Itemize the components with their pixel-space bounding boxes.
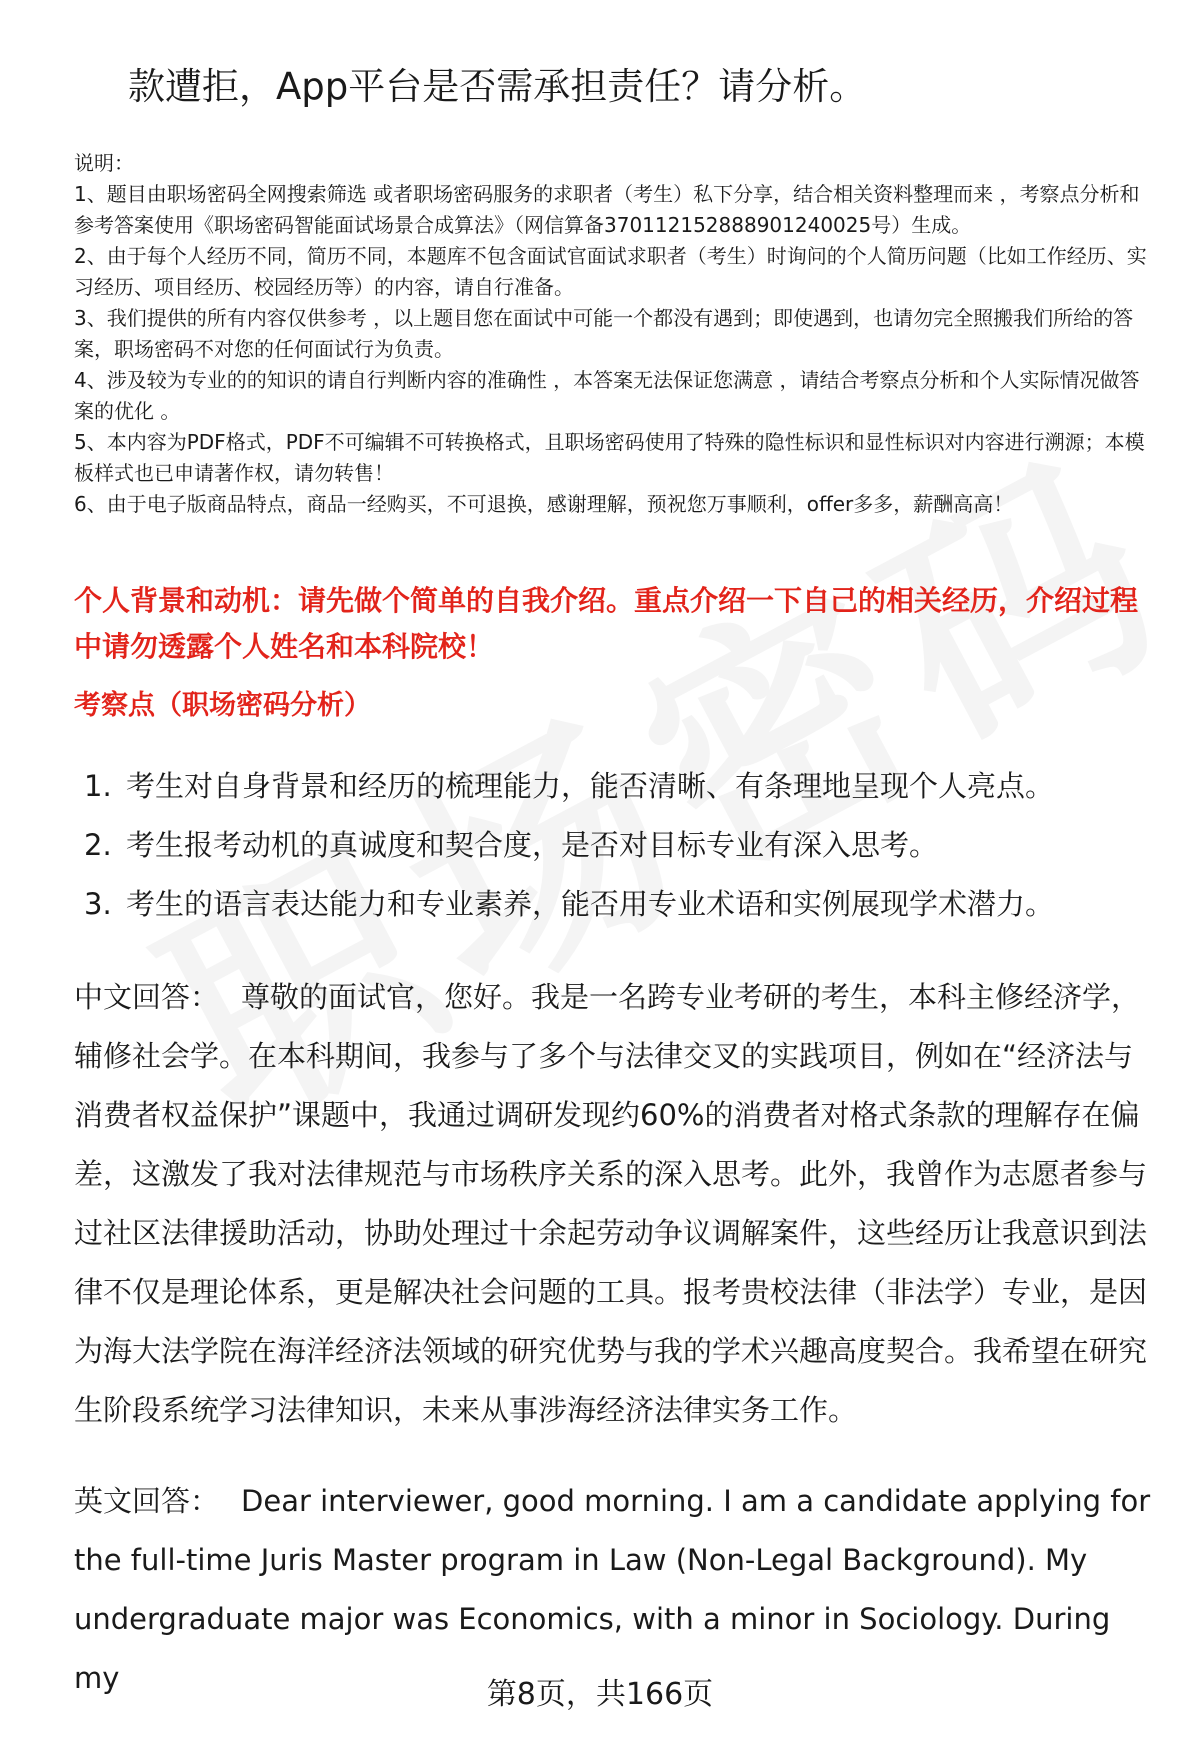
point-number: 2. <box>84 828 112 862</box>
question-continuation: 款遭拒，App平台是否需承担责任？请分析。 <box>128 65 867 108</box>
point-number: 1. <box>84 769 112 803</box>
english-answer-label: 英文回答： <box>74 1484 220 1518</box>
note-item: 5、本内容为PDF格式，PDF不可编辑不可转换格式，且职场密码使用了特殊的隐性标识和显性标识对内容进行溯源；本模板样式也已申请著作权，请勿转售！ <box>74 430 1145 485</box>
note-item: 6、由于电子版商品特点，商品一经购买，不可退换，感谢理解，预祝您万事顺利，offer多多，薪酬高高！ <box>74 492 1014 516</box>
note-item: 3、我们提供的所有内容仅供参考 ，以上题目您在面试中可能一个都没有遇到；即使遇到，也请勿完全照搬我们所给的答案，职场密码不对您的任何面试行为负责。 <box>74 306 1134 361</box>
point-text: 考生对自身背景和经历的梳理能力，能否清晰、有条理地呈现个人亮点。 <box>126 769 1055 803</box>
english-answer <box>74 1472 1154 1708</box>
point-text: 考生的语言表达能力和专业素养，能否用专业术语和实例展现学术潜力。 <box>126 887 1055 921</box>
chinese-answer <box>74 968 1149 1440</box>
page-number: 第8页，共166页 <box>486 1677 714 1712</box>
point-number: 3. <box>84 887 112 921</box>
analysis-points <box>84 766 1164 943</box>
chinese-answer-text: 尊敬的面试官，您好。我是一名跨专业考研的考生，本科主修经济学，辅修社会学。在本科期间，我参与了多个与法律交叉的实践项目，例如在“经济法与消费者权益保护”课题中，我通过调研发现约60%的消费者对格式条款的理解存在偏差，这激发了我对法律规范与市场秩序关系的深入思考。此外，我曾作为志愿者参与过社区法律援助活动，协助处理过十余起劳动争议调解案件，这些经历让我意识到法律不仅是理论体系，更是解决社会问题的工具。报考贵校法律（非法学）专业，是因为海大法学院在海洋经济法领域的研究优势与我的学术兴趣高度契合。我希望在研究生阶段系统学习法律知识，未来从事涉海经济法律实务工作。 <box>74 980 1148 1427</box>
note-item: 1、题目由职场密码全网搜索筛选 或者职场密码服务的求职者（考生）私下分享，结合相关资料整理而来 ，考察点分析和参考答案使用《职场密码智能面试场景合成算法》（网信算备370112152888901240025号）生成。 <box>74 182 1140 237</box>
note-item: 2、由于每个人经历不同，简历不同，本题库不包含面试官面试求职者（考生）时询问的个人简历问题（比如工作经历、实习经历、项目经历、校园经历等）的内容，请自行准备。 <box>74 244 1147 299</box>
english-answer-text: Dear interviewer, good morning. I am a candidate applying for the full-time Juris Master program in Law (Non-Legal Background). My undergraduate major was Economics, with a minor in Sociology. During my <box>74 1484 1151 1695</box>
analysis-heading: 考察点（职场密码分析） <box>74 690 371 721</box>
analysis-point <box>84 884 1164 924</box>
analysis-point <box>84 825 1164 865</box>
point-text: 考生报考动机的真诚度和契合度，是否对目标专业有深入思考。 <box>126 828 939 862</box>
note-item: 4、涉及较为专业的的知识的请自行判断内容的准确性 ，本答案无法保证您满意 ，请结合考察点分析和个人实际情况做答案的优化 。 <box>74 368 1140 423</box>
chinese-answer-label: 中文回答： <box>74 980 220 1014</box>
analysis-point <box>84 766 1164 806</box>
notes-section <box>74 148 1154 520</box>
notes-heading: 说明： <box>74 151 134 175</box>
interview-question: 个人背景和动机：请先做个简单的自我介绍。重点介绍一下自己的相关经历，介绍过程中请勿透露个人姓名和本科院校！ <box>74 584 1139 663</box>
